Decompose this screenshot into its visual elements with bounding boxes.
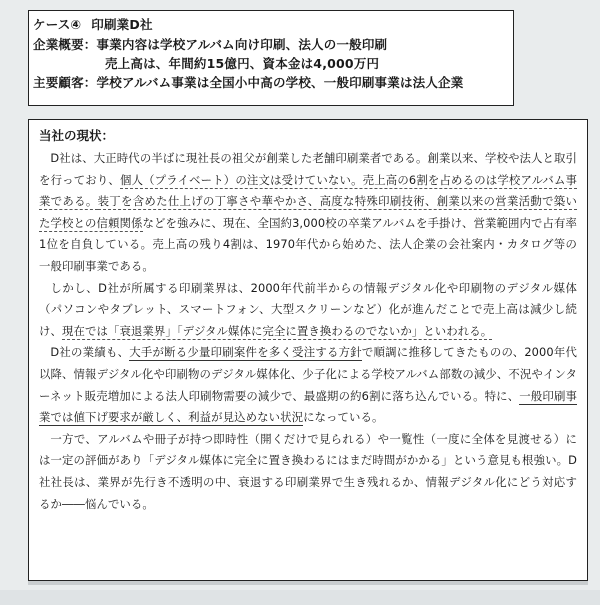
case-title — [33, 15, 513, 34]
current-status-box — [28, 119, 588, 581]
p3-text-b: で順調に推移してきたものの、2000年代以降、情報デジタル化や印刷物のデジタル媒体化、少子化による学校アルバム部数の減少、不況やインターネット販売増加による法人印刷物需要の減少で、最盛期の約6割に落ち込んでいる。特に、 — [39, 345, 577, 403]
customers-label: 主要顧客： — [33, 75, 97, 90]
company-name: 印刷業D社 — [91, 17, 153, 32]
overview-line-1: 事業内容は学校アルバム向け印刷、法人の一般印刷 — [96, 37, 388, 52]
p1-underline-1: 個人（プライベート）の注文は受けていない。売上高の6割を占めるのは学校アルバム事業である。 — [39, 172, 578, 209]
customers-text: 学校アルバム事業は全国小中高の学校、一般印刷事業は法人企業 — [96, 75, 464, 90]
p2-text-a: しかし、D社が所属する印刷業界は、2000年代前半からの情報デジタル化や印刷物のデジタル媒体（パソコンやタブレット、スマートフォン、大型スクリーンなど）化が進んだことで売上高は減少し続け、 — [39, 280, 577, 338]
company-overview-row — [33, 35, 513, 54]
p1-text-c: などを強みに、現在、全国約3,000校の卒業アルバムを手掛け、営業範囲内で占有率1位を自負している。売上高の残り4割は、1970年代から始めた、法人企業の会社案内・カタログ等の一般印刷事業である。 — [39, 215, 577, 273]
overview-line-2: 売上高は、年間約15億円、資本金は4,000万円 — [105, 56, 380, 71]
case-number: ケース④ — [33, 17, 82, 32]
p3-text-c: になっている。 — [303, 410, 384, 425]
p1-underline-2: 装丁を含めた仕上げの丁寧さや華やかさ、高度な特殊印刷技術、創業以来の営業活動で築いた学校との信頼関係 — [39, 194, 577, 230]
p1-text-a: D社は、大正時代の半ばに現社長の祖父が創業した老舗印刷業者である。創業以来、学校や法人と取引を行っており、 — [39, 151, 577, 187]
p3-text-a: D社の業績も、 — [50, 345, 130, 360]
p2-underline: 現在では「衰退業界」「デジタル媒体に完全に置き換わるのでないか」といわれる。 — [61, 323, 493, 338]
p3-underline-1: 大手が断る少量印刷案件を多く受注する方針 — [129, 345, 362, 360]
current-status-body — [39, 148, 577, 515]
paragraph-1 — [39, 148, 577, 278]
p3-underline-2: 一般印刷事業では値下げ要求が厳しく、利益が見込めない状況 — [39, 388, 577, 425]
page-bottom-strip — [0, 590, 600, 605]
case-summary-box — [28, 10, 514, 106]
overview-label: 企業概要： — [33, 37, 97, 52]
company-overview-row-2 — [33, 54, 513, 73]
paragraph-4: 一方で、アルバムや冊子が持つ即時性（開くだけで見られる）や一覧性（一度に全体を見渡せる）には一定の評価があり「デジタル媒体に完全に置き換わるにはまだ時間がかかる」という意見も根強い。D社社長は、業界が先行き不透明の中、衰退する印刷業界で生き残れるか、情報デジタル化にどう対応するか――悩んでいる。 — [39, 431, 577, 511]
paragraph-3 — [39, 342, 577, 428]
paragraph-2 — [39, 278, 577, 343]
main-customers-row — [33, 73, 513, 92]
current-status-heading: 当社の現状： — [39, 128, 115, 143]
